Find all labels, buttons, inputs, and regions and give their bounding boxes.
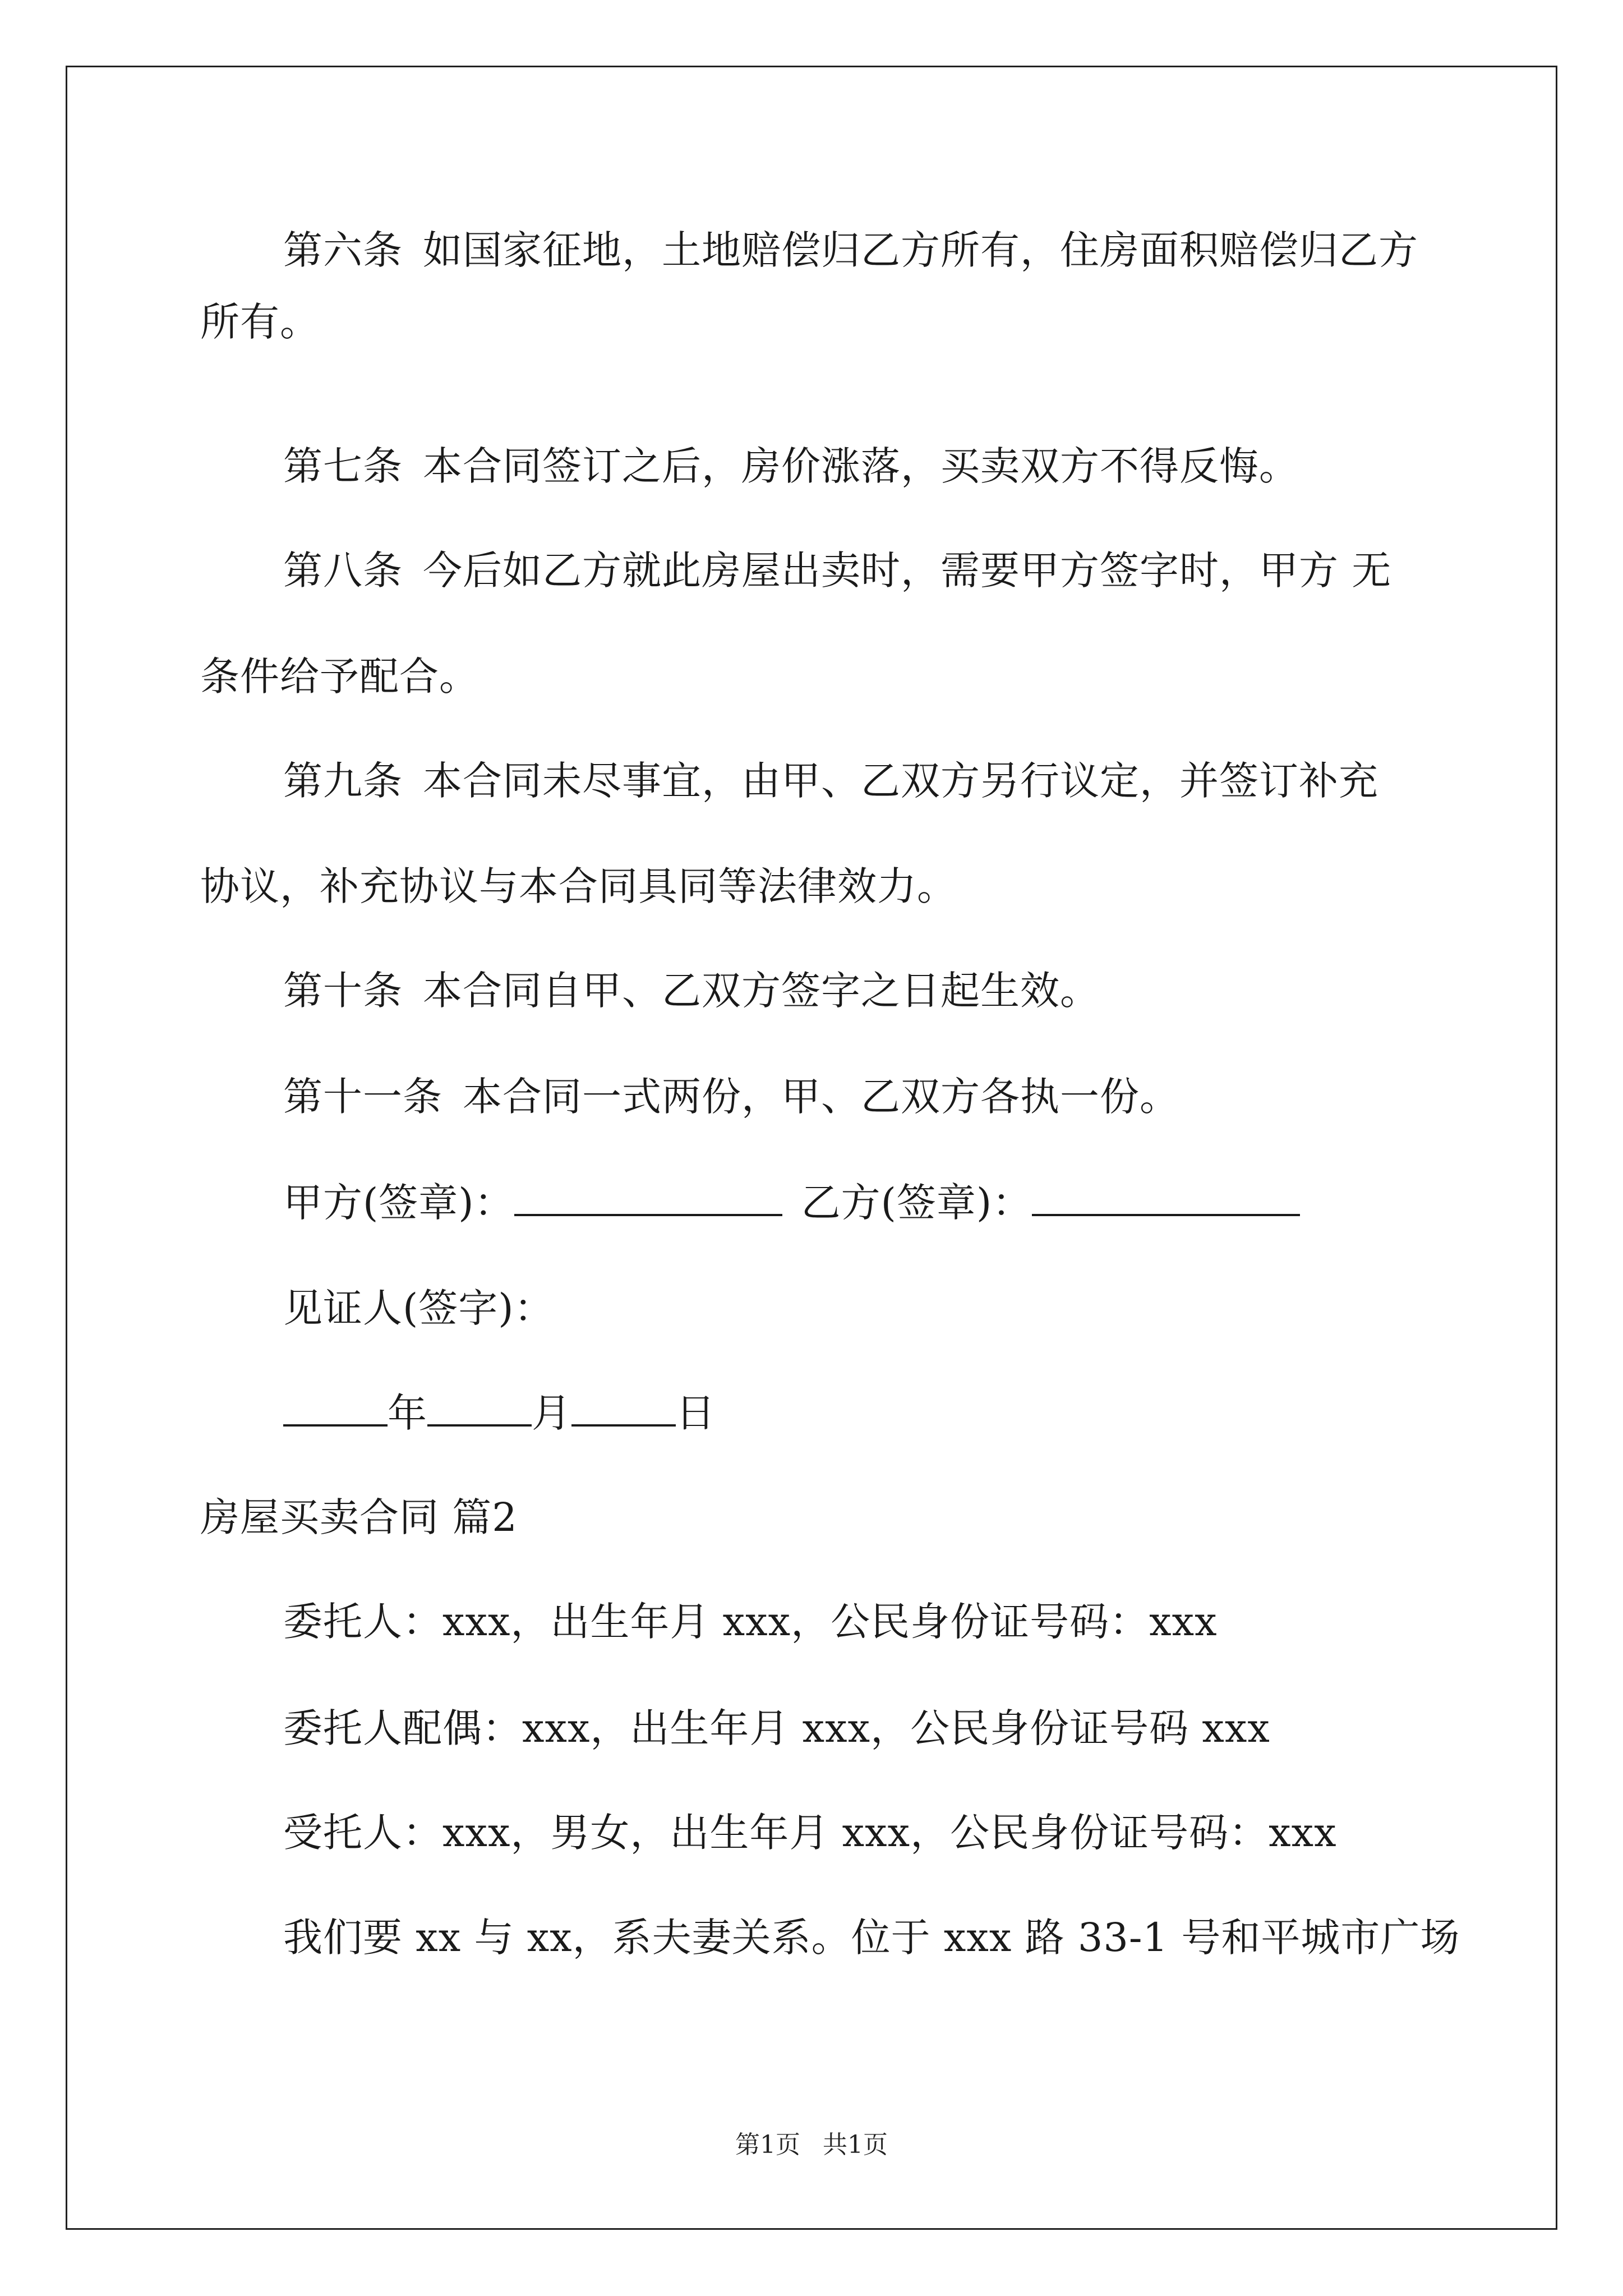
article-6-text: 如国家征地，土地赔偿归乙方所有，住房面积赔偿归乙方 (423, 227, 1418, 273)
party-b-signature-blank (1032, 1181, 1300, 1216)
article-11 (283, 1074, 1179, 1120)
witness-signature-label: 见证人(签字)： (283, 1285, 554, 1331)
month-label: 月 (532, 1390, 571, 1436)
article-10-text: 本合同自甲、乙双方签字之日起生效。 (423, 968, 1100, 1014)
signature-line (283, 1180, 1300, 1226)
page-total: 共1页 (823, 2131, 888, 2159)
article-9-label: 第九条 (283, 758, 403, 804)
article-11-label: 第十一条 (283, 1074, 442, 1120)
article-6-line-1 (283, 227, 1418, 273)
month-blank (427, 1392, 532, 1427)
article-6-line-2: 所有。 (200, 299, 320, 345)
day-label: 日 (676, 1390, 716, 1436)
article-8-line-1 (283, 547, 1392, 593)
day-blank (571, 1392, 676, 1427)
article-7-label: 第七条 (283, 443, 403, 489)
party-a-signature-label: 甲方(签章)： (283, 1180, 514, 1226)
article-8-line-2: 条件给予配合。 (200, 654, 479, 700)
article-9-line-1 (283, 758, 1378, 804)
article-7 (283, 443, 1299, 489)
page-number: 第1页 (735, 2131, 800, 2159)
date-line (283, 1390, 716, 1436)
section-2-title: 房屋买卖合同 篇2 (200, 1494, 518, 1540)
article-7-text: 本合同签订之后，房价涨落，买卖双方不得反悔。 (423, 443, 1299, 489)
page-border (66, 66, 1557, 2230)
article-10-label: 第十条 (283, 968, 403, 1014)
article-8-label: 第八条 (283, 547, 403, 593)
year-label: 年 (388, 1390, 427, 1436)
party-a-signature-blank (514, 1181, 782, 1216)
article-9-line-2: 协议，补充协议与本合同具同等法律效力。 (200, 863, 957, 909)
agent-line: 受托人：xxx，男女，出生年月 xxx，公民身份证号码：xxx (283, 1810, 1337, 1856)
article-8-text: 今后如乙方就此房屋出卖时，需要甲方签字时，甲方 无 (423, 547, 1392, 593)
article-6-label: 第六条 (283, 227, 403, 273)
article-10 (283, 968, 1100, 1014)
statement-line: 我们要 xx 与 xx，系夫妻关系。位于 xxx 路 33-1 号和平城市广场 (283, 1915, 1460, 1961)
article-9-text: 本合同未尽事宜，由甲、乙双方另行议定，并签订补充 (423, 758, 1378, 804)
page-footer (0, 2133, 1623, 2157)
year-blank (283, 1392, 388, 1427)
principal-line: 委托人：xxx，出生年月 xxx，公民身份证号码：xxx (283, 1599, 1218, 1645)
principal-spouse-line: 委托人配偶：xxx，出生年月 xxx，公民身份证号码 xxx (283, 1705, 1270, 1751)
article-11-text: 本合同一式两份，甲、乙双方各执一份。 (463, 1074, 1179, 1120)
party-b-signature-label: 乙方(签章)： (801, 1180, 1032, 1226)
